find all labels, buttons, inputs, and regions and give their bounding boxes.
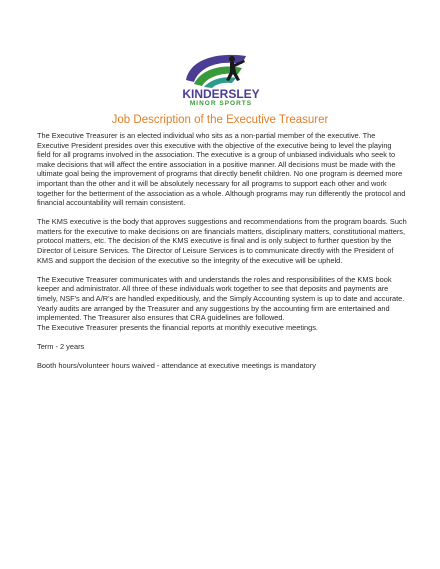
paragraph-role-overview: The Executive Treasurer is an elected individual who sits as a non-partial member of the executive. The Executive President presides over this executive with the objective of the executive being to level the playing field for all programs involved in the association. The executive is a group of unbiased individuals who seek to make decisions that will affect the entire association in a positive manner. All decisions must be made with the ultimate goal being the improvement of programs that directly benefit children. No one program is deemed more important than the other and it will be absolutely necessary for all programs to support each other and work together for the betterment of the association as a whole. Although programs may run differently the protocol and financial accountability will remain consistent. — [37, 131, 406, 208]
paragraph-treasurer-duties: The Executive Treasurer communicates with and understands the roles and responsibilities of the KMS book keeper and administrator. All three of these individuals work together to see that deposits and payments are timely, NSF's and A/R's are handled expeditiously, and the Simply Accounting system is up to date and accurate. Yearly audits are arranged by the Treasurer and any suggestions by the accounting firm are entertained and implemented. The Treasurer also ensures that CRA guidelines are followed. — [37, 274, 405, 323]
logo-subtitle: MINOR SPORTS — [189, 100, 253, 107]
document-body — [37, 131, 407, 380]
paragraph-kms-executive: The KMS executive is the body that approves suggestions and recommendations from the program boards. Such matters for the executive to make decisions on are financials matters, disciplinary matters, constitutional matters, protocol matters, etc. The decision of the KMS executive is final and is only subject to further question by the Director of Leisure Services. The Director of Leisure Services is to communicate directly with the President of KMS and support the decision of the executive so the integrity of the executive will be upheld. — [37, 217, 407, 265]
logo-wordmark: KINDERSLEY — [182, 87, 260, 101]
logo-emblem-icon — [180, 50, 260, 90]
paragraph-financial-reports: The Executive Treasurer presents the financial reports at monthly executive meetings. — [37, 322, 318, 332]
page-title: Job Description of the Executive Treasurer — [111, 114, 329, 126]
term-length: Term - 2 years — [37, 341, 85, 351]
booth-hours-note: Booth hours/volunteer hours waived - attendance at executive meetings is mandatory — [37, 360, 316, 370]
